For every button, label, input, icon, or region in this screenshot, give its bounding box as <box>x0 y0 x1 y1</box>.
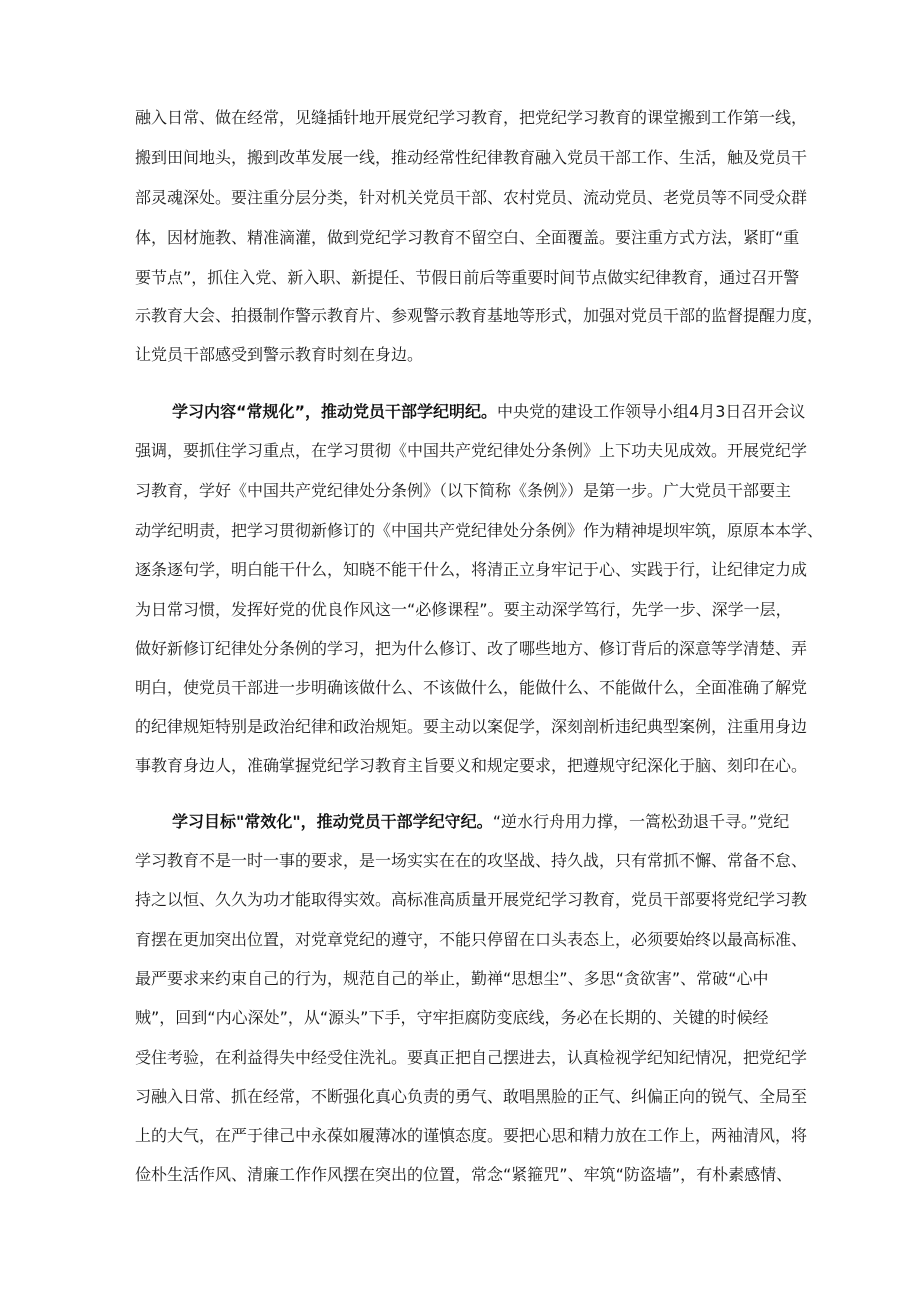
paragraph-3-line-8: 习融入日常、抓在经常，不断强化真心负责的勇气、敢唱黑脸的正气、纠偏正向的锐气、全局至 <box>135 1087 808 1106</box>
paragraph-2-line-5: 逐条逐句学，明白能干什么，知晓不能干什么，将清正立身牢记于心、实践于行，让纪律定力成 <box>135 560 808 579</box>
paragraph-2-line-1 <box>172 401 805 423</box>
paragraph-1-line-2: 搬到田间地头，搬到改革发展一线，推动经常性纪律教育融入党员干部工作、生活，触及党员干 <box>135 148 808 167</box>
paragraph-3-heading: 学习目标"常效化"，推动党员干部学纪守纪。 <box>172 812 493 831</box>
paragraph-1-line-7: 让党员干部感受到警示教育时刻在身边。 <box>135 345 424 364</box>
paragraph-2-line-2: 强调，要抓住学习重点，在学习贯彻《中国共产党纪律处分条例》上下功夫见成效。开展党纪学 <box>135 441 808 460</box>
paragraph-2-line-8: 明白，使党员干部进一步明确该做什么、不该做什么，能做什么、不能做什么，全面准确了解党 <box>135 678 808 697</box>
paragraph-3-line-10: 俭朴生活作风、清廉工作作风摆在突出的位置，常念“紧箍咒”、牢筑“防盗墙”，有朴素感情、 <box>135 1165 793 1184</box>
paragraph-2-line-6: 为日常习惯，发挥好党的优良作风这一“必修课程”。要主动深学笃行，先学一步、深学一层， <box>135 600 792 619</box>
paragraph-2-line-3: 习教育，学好《中国共产党纪律处分条例》（以下简称《条例》）是第一步。广大党员干部要主 <box>135 481 792 500</box>
paragraph-3-line-2: 学习教育不是一时一事的要求，是一场实实在在的攻坚战、持久战，只有常抓不懈、常备不怠、 <box>135 851 808 870</box>
paragraph-1-line-3: 部灵魂深处。要注重分层分类，针对机关党员干部、农村党员、流动党员、老党员等不同受众群 <box>135 188 808 207</box>
paragraph-3-line-9: 上的大气，在严于律己中永葆如履薄冰的谨慎态度。要把心思和精力放在工作上，两袖清风，将 <box>135 1126 808 1145</box>
paragraph-3-line-5: 最严要求来约束自己的行为，规范自己的举止，勤禅“思想尘”、多思“贪欲害”、常破“心中 <box>135 969 769 988</box>
paragraph-2-line-10: 事教育身边人，准确掌握党纪学习教育主旨要义和规定要求，把遵规守纪深化于脑、刻印在心。 <box>135 756 808 775</box>
paragraph-2-first-line-text: 中央党的建设工作领导小组4月3日召开会议 <box>497 402 806 421</box>
paragraph-1-line-4: 体，因材施教、精准滴灌，做到党纪学习教育不留空白、全面覆盖。要注重方式方法，紧盯“重 <box>135 228 800 247</box>
paragraph-2-line-4: 动学纪明责，把学习贯彻新修订的《中国共产党纪律处分条例》作为精神堤坝牢筑，原原本本学、 <box>135 521 824 540</box>
paragraph-3-line-4: 育摆在更加突出位置，对党章党纪的遵守，不能只停留在口头表态上，必须要始终以最高标准、 <box>135 930 808 949</box>
paragraph-1-line-6: 示教育大会、拍摄制作警示教育片、参观警示教育基地等形式，加强对党员干部的监督提醒力度， <box>135 306 824 325</box>
paragraph-3-line-3: 持之以恒、久久为功才能取得实效。高标准高质量开展党纪学习教育，党员干部要将党纪学习教 <box>135 890 808 909</box>
paragraph-3-line-7: 受住考验，在利益得失中经受住洗礼。要真正把自己摆进去，认真检视学纪知纪情况，把党纪学 <box>135 1048 808 1067</box>
paragraph-1-line-5: 要节点”，抓住入党、新入职、新提任、节假日前后等重要时间节点做实纪律教育，通过召开警 <box>135 268 800 287</box>
paragraph-2-heading: 学习内容“常规化”，推动党员干部学纪明纪。 <box>172 402 498 421</box>
paragraph-2-line-7: 做好新修订纪律处分条例的学习，把为什么修订、改了哪些地方、修订背后的深意等学清楚、弄 <box>135 639 808 658</box>
paragraph-2-line-9: 的纪律规矩特别是政治纪律和政治规矩。要主动以案促学，深刻剖析违纪典型案例，注重用身边 <box>135 717 808 736</box>
paragraph-1-line-1: 融入日常、做在经常，见缝插针地开展党纪学习教育，把党纪学习教育的课堂搬到工作第一线， <box>135 108 808 127</box>
paragraph-3-line-6: 贼”，回到“内心深处”，从“源头”下手，守牢拒腐防变底线，务必在长期的、关键的时候经 <box>135 1008 769 1027</box>
paragraph-3-first-line-text: “逆水行舟用力撑，一篙松劲退千寻。”党纪 <box>492 812 790 831</box>
paragraph-3-line-1 <box>172 811 789 833</box>
